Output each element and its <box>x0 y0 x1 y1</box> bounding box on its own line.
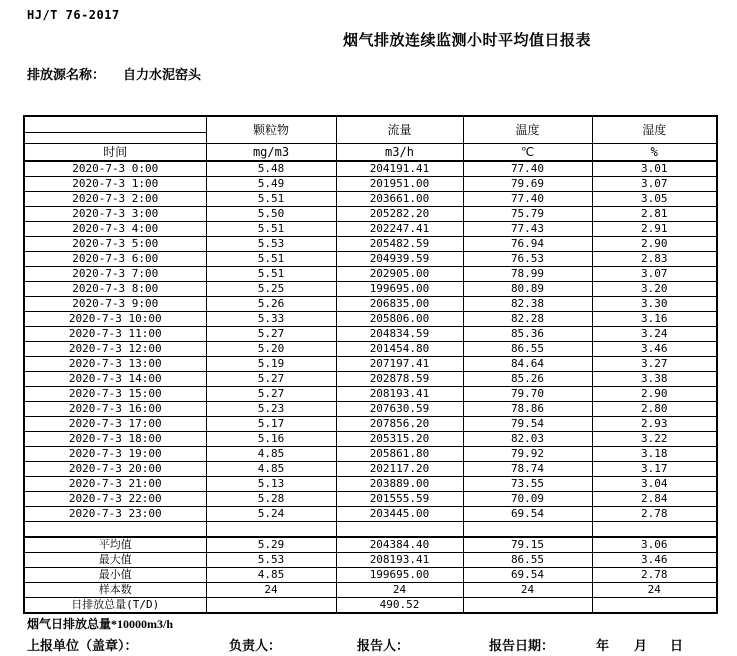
table-row <box>24 402 717 417</box>
value-cell: 3.17 <box>592 462 717 477</box>
spacer-cell <box>24 522 206 538</box>
header-blank-cell <box>24 133 206 144</box>
value-cell: 77.43 <box>463 222 592 237</box>
unit-cell-temperature: ℃ <box>463 144 592 162</box>
value-cell: 5.28 <box>206 492 336 507</box>
column-header-flow: 流量 <box>336 116 463 144</box>
time-cell: 2020-7-3 22:00 <box>24 492 206 507</box>
value-cell: 199695.00 <box>336 568 463 583</box>
time-cell: 2020-7-3 8:00 <box>24 282 206 297</box>
value-cell: 205806.00 <box>336 312 463 327</box>
value-cell: 5.25 <box>206 282 336 297</box>
value-cell: 3.38 <box>592 372 717 387</box>
value-cell: 3.16 <box>592 312 717 327</box>
table-row <box>24 447 717 462</box>
table-row <box>24 222 717 237</box>
table-row <box>24 312 717 327</box>
table-body <box>24 161 717 522</box>
value-cell: 2.90 <box>592 237 717 252</box>
time-cell: 2020-7-3 11:00 <box>24 327 206 342</box>
value-cell: 5.24 <box>206 507 336 522</box>
value-cell: 5.33 <box>206 312 336 327</box>
value-cell: 73.55 <box>463 477 592 492</box>
table-row <box>24 237 717 252</box>
value-cell: 3.22 <box>592 432 717 447</box>
value-cell: 5.27 <box>206 387 336 402</box>
table-row <box>24 177 717 192</box>
time-cell: 2020-7-3 15:00 <box>24 387 206 402</box>
time-cell: 2020-7-3 2:00 <box>24 192 206 207</box>
value-cell: 85.36 <box>463 327 592 342</box>
report-table <box>23 115 718 614</box>
value-cell: 3.24 <box>592 327 717 342</box>
summary-label-cell: 最小值 <box>24 568 206 583</box>
column-header-particulate: 颗粒物 <box>206 116 336 144</box>
reporter-label: 报告人： <box>357 638 410 653</box>
value-cell: 2.81 <box>592 207 717 222</box>
value-cell: 2.78 <box>592 568 717 583</box>
value-cell: 204834.59 <box>336 327 463 342</box>
value-cell: 5.16 <box>206 432 336 447</box>
year-label: 年 <box>596 638 610 653</box>
value-cell: 5.48 <box>206 161 336 177</box>
emission-source-name: 自力水泥窑头 <box>123 67 202 82</box>
value-cell: 490.52 <box>336 598 463 614</box>
time-cell: 2020-7-3 18:00 <box>24 432 206 447</box>
time-cell: 2020-7-3 17:00 <box>24 417 206 432</box>
value-cell: 205861.80 <box>336 447 463 462</box>
value-cell <box>592 598 717 614</box>
spacer-cell <box>592 522 717 538</box>
value-cell: 201951.00 <box>336 177 463 192</box>
month-label: 月 <box>634 638 648 653</box>
value-cell: 3.30 <box>592 297 717 312</box>
value-cell: 3.18 <box>592 447 717 462</box>
value-cell: 5.53 <box>206 553 336 568</box>
spacer-section <box>24 522 717 538</box>
header-row-units <box>24 144 717 162</box>
value-cell: 77.40 <box>463 161 592 177</box>
table-row <box>24 357 717 372</box>
summary-label-cell: 样本数 <box>24 583 206 598</box>
value-cell: 3.01 <box>592 161 717 177</box>
value-cell: 79.92 <box>463 447 592 462</box>
value-cell: 207197.41 <box>336 357 463 372</box>
time-cell: 2020-7-3 20:00 <box>24 462 206 477</box>
unit-cell-flow: m3/h <box>336 144 463 162</box>
spacer-cell <box>336 522 463 538</box>
time-cell: 2020-7-3 7:00 <box>24 267 206 282</box>
time-cell: 2020-7-3 4:00 <box>24 222 206 237</box>
page-title: 烟气排放连续监测小时平均值日报表 <box>343 33 592 49</box>
unit-cell-particulate: mg/m3 <box>206 144 336 162</box>
time-cell: 2020-7-3 10:00 <box>24 312 206 327</box>
responsible-person-label: 负责人： <box>229 638 282 653</box>
summary-label-cell: 平均值 <box>24 537 206 553</box>
value-cell <box>206 598 336 614</box>
table-row <box>24 192 717 207</box>
header-row-top <box>24 116 717 133</box>
value-cell: 79.70 <box>463 387 592 402</box>
value-cell: 203889.00 <box>336 477 463 492</box>
day-label: 日 <box>670 638 684 653</box>
table-row <box>24 553 717 568</box>
table-row <box>24 583 717 598</box>
value-cell: 78.74 <box>463 462 592 477</box>
table-row <box>24 327 717 342</box>
table-row <box>24 372 717 387</box>
value-cell: 202905.00 <box>336 267 463 282</box>
summary-label-cell: 最大值 <box>24 553 206 568</box>
time-column-header: 时间 <box>24 144 206 162</box>
time-cell: 2020-7-3 1:00 <box>24 177 206 192</box>
value-cell: 207630.59 <box>336 402 463 417</box>
value-cell: 5.27 <box>206 327 336 342</box>
spacer-cell <box>463 522 592 538</box>
value-cell: 2.90 <box>592 387 717 402</box>
value-cell: 2.80 <box>592 402 717 417</box>
value-cell: 207856.20 <box>336 417 463 432</box>
table-header <box>24 116 717 161</box>
time-cell: 2020-7-3 14:00 <box>24 372 206 387</box>
table-row <box>24 282 717 297</box>
value-cell: 5.27 <box>206 372 336 387</box>
value-cell: 3.20 <box>592 282 717 297</box>
report-date-label: 报告日期： <box>489 638 555 653</box>
value-cell: 24 <box>463 583 592 598</box>
value-cell: 202117.20 <box>336 462 463 477</box>
value-cell: 3.46 <box>592 553 717 568</box>
value-cell: 204191.41 <box>336 161 463 177</box>
time-cell: 2020-7-3 0:00 <box>24 161 206 177</box>
value-cell: 199695.00 <box>336 282 463 297</box>
value-cell: 2.91 <box>592 222 717 237</box>
value-cell: 79.69 <box>463 177 592 192</box>
value-cell: 69.54 <box>463 568 592 583</box>
value-cell: 82.28 <box>463 312 592 327</box>
value-cell: 4.85 <box>206 568 336 583</box>
value-cell: 5.50 <box>206 207 336 222</box>
time-cell: 2020-7-3 9:00 <box>24 297 206 312</box>
time-cell: 2020-7-3 5:00 <box>24 237 206 252</box>
value-cell: 82.38 <box>463 297 592 312</box>
value-cell: 3.27 <box>592 357 717 372</box>
value-cell: 201555.59 <box>336 492 463 507</box>
value-cell: 4.85 <box>206 462 336 477</box>
value-cell: 79.54 <box>463 417 592 432</box>
value-cell: 2.83 <box>592 252 717 267</box>
time-cell: 2020-7-3 13:00 <box>24 357 206 372</box>
table-row <box>24 161 717 177</box>
value-cell: 205482.59 <box>336 237 463 252</box>
value-cell: 84.64 <box>463 357 592 372</box>
value-cell: 5.26 <box>206 297 336 312</box>
value-cell: 203661.00 <box>336 192 463 207</box>
standard-code: HJ/T 76-2017 <box>27 8 120 22</box>
value-cell: 5.13 <box>206 477 336 492</box>
value-cell: 5.29 <box>206 537 336 553</box>
column-header-humidity: 湿度 <box>592 116 717 144</box>
table-row <box>24 387 717 402</box>
time-cell: 2020-7-3 23:00 <box>24 507 206 522</box>
value-cell: 85.26 <box>463 372 592 387</box>
value-cell <box>463 598 592 614</box>
unit-cell-humidity: % <box>592 144 717 162</box>
table-row <box>24 477 717 492</box>
value-cell: 4.85 <box>206 447 336 462</box>
value-cell: 5.17 <box>206 417 336 432</box>
value-cell: 79.15 <box>463 537 592 553</box>
table-row <box>24 462 717 477</box>
value-cell: 3.05 <box>592 192 717 207</box>
table-row <box>24 342 717 357</box>
time-cell: 2020-7-3 19:00 <box>24 447 206 462</box>
summary-section <box>24 537 717 613</box>
time-cell: 2020-7-3 3:00 <box>24 207 206 222</box>
spacer-cell <box>206 522 336 538</box>
column-header-temperature: 温度 <box>463 116 592 144</box>
time-cell: 2020-7-3 6:00 <box>24 252 206 267</box>
value-cell: 208193.41 <box>336 553 463 568</box>
total-emission-note: 烟气日排放总量*10000m3/h <box>27 617 174 631</box>
value-cell: 5.51 <box>206 192 336 207</box>
value-cell: 86.55 <box>463 342 592 357</box>
value-cell: 2.93 <box>592 417 717 432</box>
value-cell: 75.79 <box>463 207 592 222</box>
table-row <box>24 267 717 282</box>
value-cell: 202878.59 <box>336 372 463 387</box>
value-cell: 3.46 <box>592 342 717 357</box>
value-cell: 78.99 <box>463 267 592 282</box>
value-cell: 2.78 <box>592 507 717 522</box>
value-cell: 203445.00 <box>336 507 463 522</box>
value-cell: 204384.40 <box>336 537 463 553</box>
time-cell: 2020-7-3 21:00 <box>24 477 206 492</box>
header-blank-cell <box>24 116 206 133</box>
value-cell: 5.49 <box>206 177 336 192</box>
time-cell: 2020-7-3 12:00 <box>24 342 206 357</box>
value-cell: 201454.80 <box>336 342 463 357</box>
table-row <box>24 207 717 222</box>
value-cell: 69.54 <box>463 507 592 522</box>
value-cell: 205282.20 <box>336 207 463 222</box>
summary-label-cell: 日排放总量(T/D) <box>24 598 206 614</box>
table-row <box>24 252 717 267</box>
value-cell: 76.53 <box>463 252 592 267</box>
value-cell: 205315.20 <box>336 432 463 447</box>
table-row <box>24 537 717 553</box>
emission-source-label: 排放源名称： <box>27 67 106 82</box>
value-cell: 5.23 <box>206 402 336 417</box>
value-cell: 5.20 <box>206 342 336 357</box>
table-row <box>24 598 717 614</box>
value-cell: 78.86 <box>463 402 592 417</box>
emission-source-line <box>27 64 201 83</box>
value-cell: 5.51 <box>206 267 336 282</box>
table-row <box>24 432 717 447</box>
value-cell: 3.06 <box>592 537 717 553</box>
time-cell: 2020-7-3 16:00 <box>24 402 206 417</box>
value-cell: 202247.41 <box>336 222 463 237</box>
table-row <box>24 297 717 312</box>
value-cell: 24 <box>592 583 717 598</box>
value-cell: 82.03 <box>463 432 592 447</box>
value-cell: 77.40 <box>463 192 592 207</box>
value-cell: 70.09 <box>463 492 592 507</box>
value-cell: 2.84 <box>592 492 717 507</box>
value-cell: 5.51 <box>206 252 336 267</box>
value-cell: 5.53 <box>206 237 336 252</box>
value-cell: 3.04 <box>592 477 717 492</box>
value-cell: 80.89 <box>463 282 592 297</box>
value-cell: 208193.41 <box>336 387 463 402</box>
report-unit-label: 上报单位（盖章）： <box>27 638 138 653</box>
value-cell: 3.07 <box>592 267 717 282</box>
value-cell: 206835.00 <box>336 297 463 312</box>
value-cell: 24 <box>336 583 463 598</box>
table-row <box>24 568 717 583</box>
table-row <box>24 507 717 522</box>
value-cell: 3.07 <box>592 177 717 192</box>
table-row <box>24 492 717 507</box>
table-row <box>24 417 717 432</box>
value-cell: 5.51 <box>206 222 336 237</box>
spacer-row <box>24 522 717 538</box>
value-cell: 204939.59 <box>336 252 463 267</box>
value-cell: 76.94 <box>463 237 592 252</box>
value-cell: 5.19 <box>206 357 336 372</box>
value-cell: 24 <box>206 583 336 598</box>
value-cell: 86.55 <box>463 553 592 568</box>
